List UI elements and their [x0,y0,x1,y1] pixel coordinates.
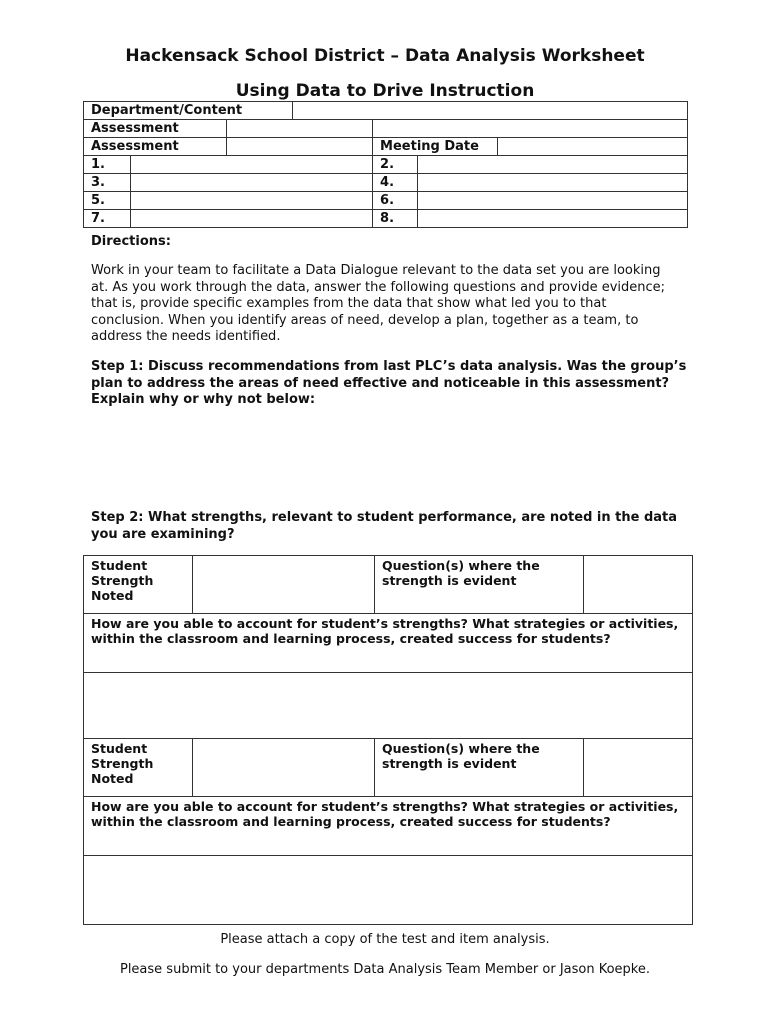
number-label: 1. [84,156,131,174]
department-row [84,102,688,120]
number-field[interactable] [131,192,373,210]
meeting-date-field[interactable] [498,138,688,156]
meeting-date-label: Meeting Date [373,138,498,156]
strength-label: Student Strength Noted [84,739,193,797]
strength-label: Student Strength Noted [84,556,193,614]
number-label: 6. [373,192,418,210]
number-row [84,174,688,192]
question-label: Question(s) where the strength is evident [375,556,584,614]
number-field[interactable] [418,210,688,228]
assessment-field[interactable] [227,120,373,138]
directions-text: Work in your team to facilitate a Data Dialogue relevant to the data set you are looking at. As you work through the data, answer the following questions and provide evidence; that is, provide specific examples from the data that show what led you to that conclusion. When you identify areas of need, develop a plan, together as a team, to address the needs identified. [91,263,666,344]
number-label: 5. [84,192,131,210]
number-row [84,210,688,228]
number-label: 4. [373,174,418,192]
account-question: How are you able to account for student’s strengths? What strategies or activities, within the classroom and learning process, created success for students? [84,797,693,856]
number-label: 3. [84,174,131,192]
attach-note: Please attach a copy of the test and item analysis. [220,932,550,947]
question-field[interactable] [584,556,693,614]
department-field[interactable] [293,102,688,120]
strength-field[interactable] [193,739,375,797]
assessment2-field[interactable] [227,138,373,156]
document-title: Hackensack School District – Data Analysis Worksheet [125,46,645,66]
assessment-meeting-row [84,138,688,156]
directions-label: Directions: [91,234,171,249]
number-field[interactable] [418,156,688,174]
answer-row [84,856,693,925]
strength-row [84,739,693,797]
number-field[interactable] [131,174,373,192]
assessment2-label: Assessment [84,138,227,156]
account-question: How are you able to account for student’s strengths? What strategies or activities, within the classroom and learning process, created success for students? [84,614,693,673]
number-label: 8. [373,210,418,228]
assessment-field-2[interactable] [373,120,688,138]
strength-row [84,556,693,614]
number-field[interactable] [131,156,373,174]
account-question-row [84,614,693,673]
answer-field[interactable] [84,673,693,739]
strength-table [83,555,693,739]
number-row [84,192,688,210]
step-1-prompt: Step 1: Discuss recommendations from last PLC’s data analysis. Was the group’s plan to address the areas of need effective and noticeable in this assessment? Explain why or why not below: [91,359,687,407]
document-subtitle: Using Data to Drive Instruction [235,81,535,101]
assessment-row [84,120,688,138]
number-field[interactable] [418,192,688,210]
number-field[interactable] [418,174,688,192]
number-label: 7. [84,210,131,228]
department-label: Department/Content [84,102,293,120]
strength-field[interactable] [193,556,375,614]
number-label: 2. [373,156,418,174]
header-form-table [83,101,688,228]
account-question-row [84,797,693,856]
answer-field[interactable] [84,856,693,925]
submit-note: Please submit to your departments Data Analysis Team Member or Jason Koepke. [119,962,651,977]
number-row [84,156,688,174]
question-label: Question(s) where the strength is evident [375,739,584,797]
step-2-prompt: Step 2: What strengths, relevant to student performance, are noted in the data you are examining? [91,510,678,542]
strength-table [83,738,693,925]
assessment-label: Assessment [84,120,227,138]
question-field[interactable] [584,739,693,797]
number-field[interactable] [131,210,373,228]
answer-row [84,673,693,739]
